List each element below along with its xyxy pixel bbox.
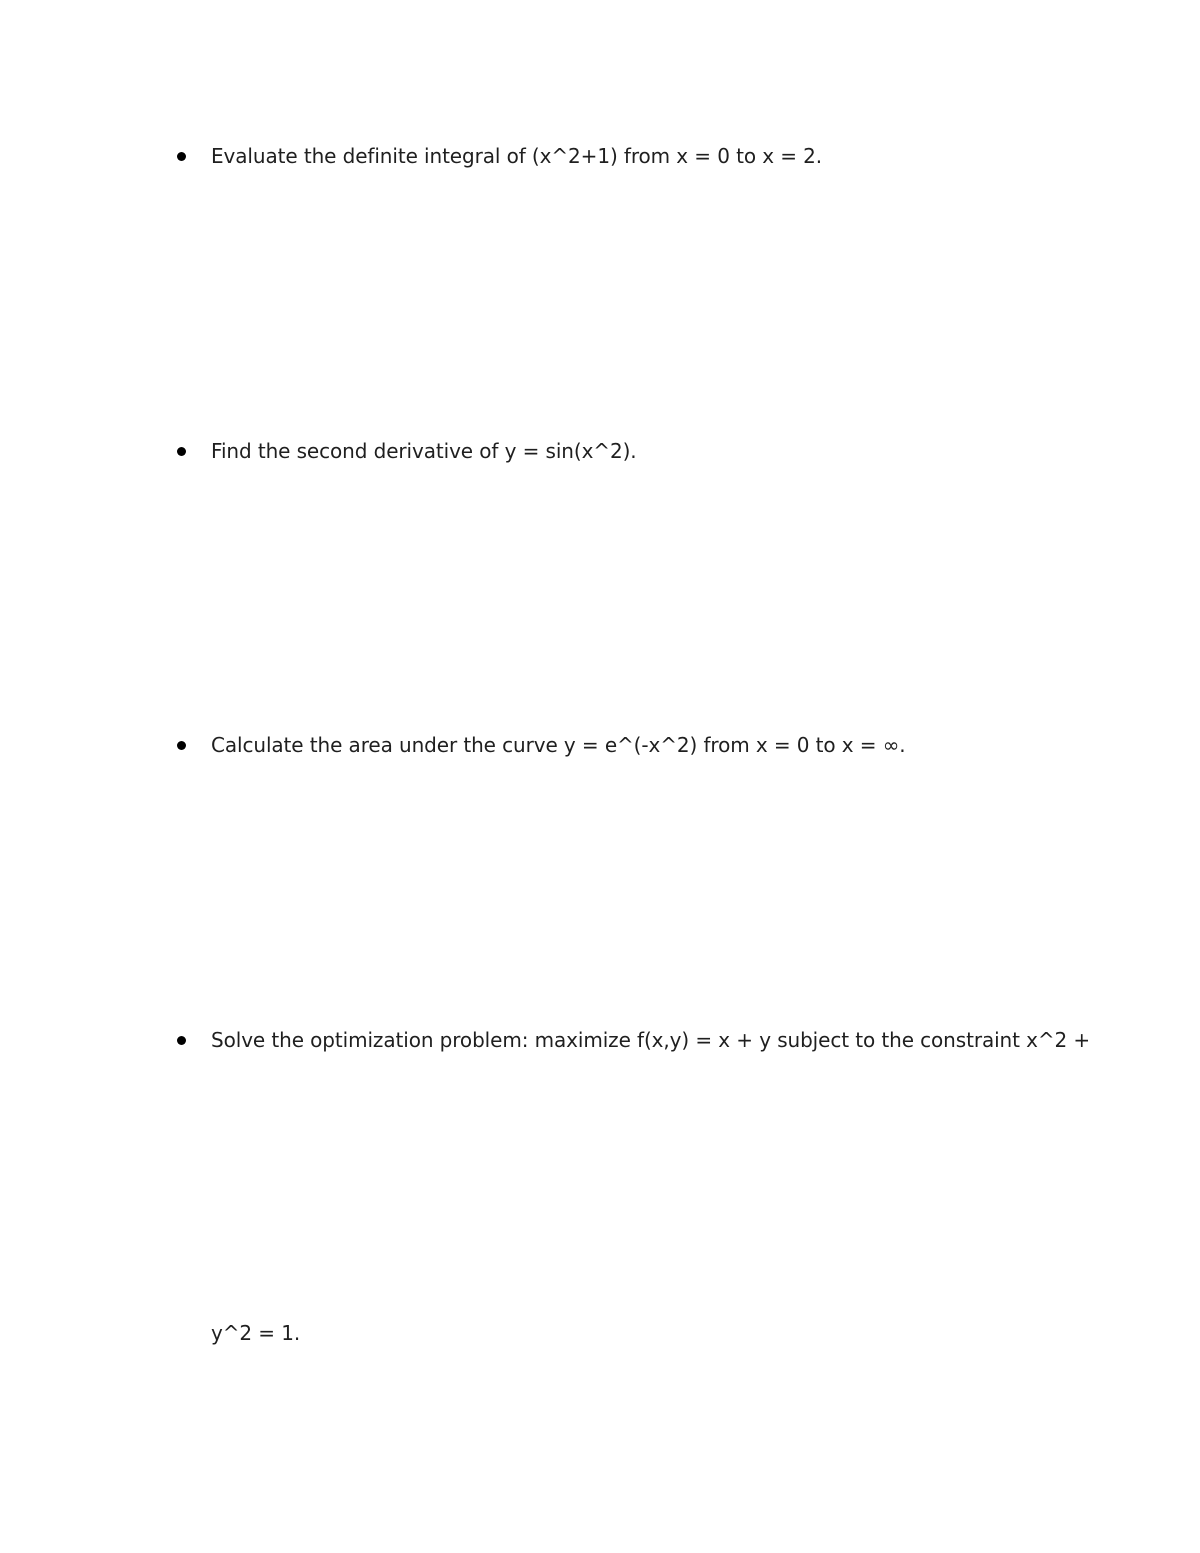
list-item [0, 436, 1200, 466]
bullet-icon [177, 1036, 186, 1045]
list-item [0, 141, 1200, 171]
list-item-text: Evaluate the definite integral of (x^2+1) from x = 0 to x = 2. [211, 144, 823, 168]
list-item [0, 1025, 1200, 1055]
list-item-text: Find the second derivative of y = sin(x^2). [211, 439, 637, 463]
list-item [0, 730, 1200, 760]
bullet-icon [177, 447, 186, 456]
list-item-text: Solve the optimization problem: maximize f(x,y) = x + y subject to the constraint x^2 + [211, 1028, 1091, 1052]
bullet-icon [177, 152, 186, 161]
list-item-continuation-text: y^2 = 1. [211, 1321, 301, 1345]
bullet-icon [177, 741, 186, 750]
list-item-continuation [0, 1318, 1200, 1348]
list-item-text: Calculate the area under the curve y = e^(-x^2) from x = 0 to x = ∞. [211, 733, 906, 757]
